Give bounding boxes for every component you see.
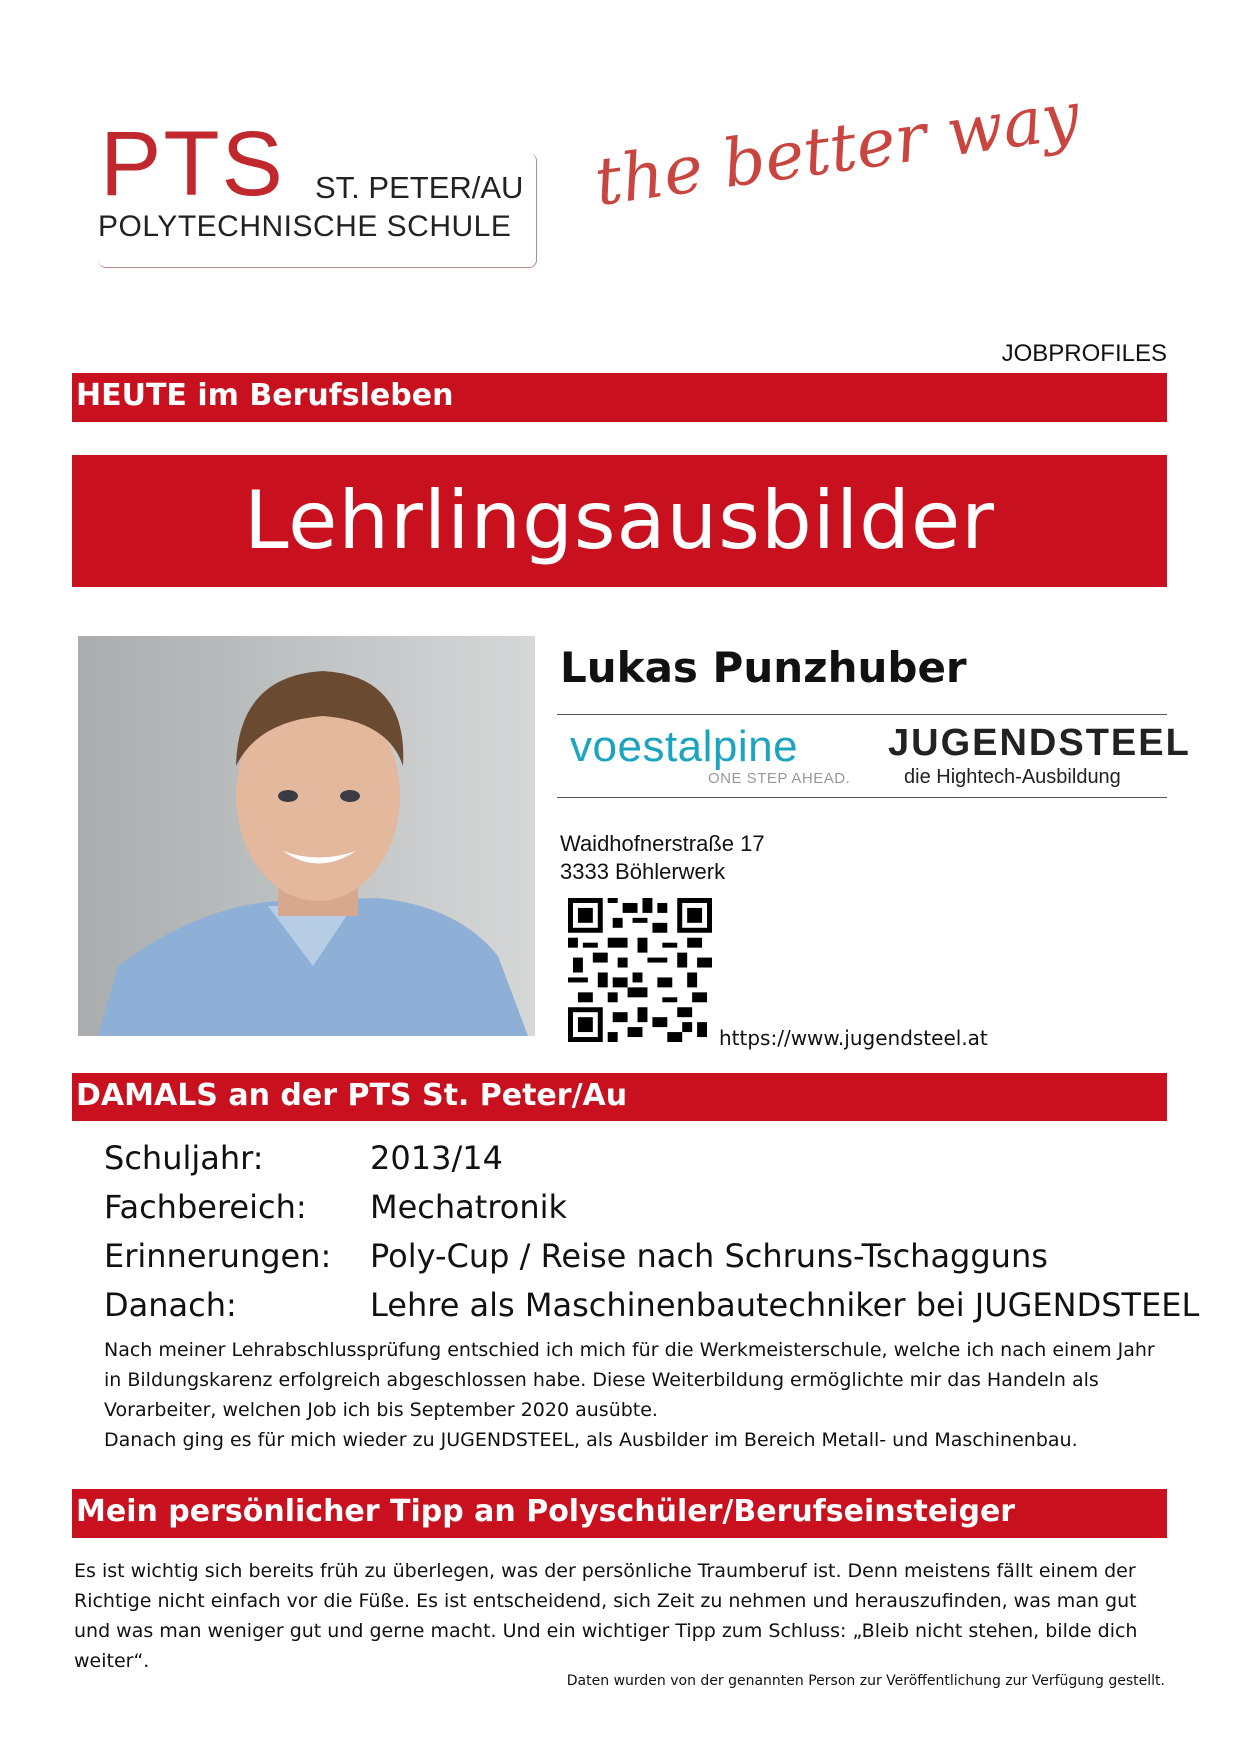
logo-location: ST. PETER/AU: [315, 170, 524, 205]
company-address: [560, 830, 765, 886]
info-value-schuljahr: 2013/14: [370, 1139, 503, 1177]
logo-pts: PTS: [100, 113, 285, 215]
person-photo: [78, 636, 535, 1036]
info-value-danach: Lehre als Maschinenbautechniker bei JUGENDSTEEL: [370, 1286, 1200, 1324]
company-url-link[interactable]: https://www.jugendsteel.at: [719, 1026, 988, 1050]
header-label: JOBPROFILES: [1001, 340, 1167, 367]
job-title: Lehrlingsausbilder: [243, 474, 996, 567]
address-street: Waidhofnerstraße 17: [560, 831, 765, 856]
career-text-2: Danach ging es für mich wieder zu JUGENDSTEEL, als Ausbilder im Bereich Metall- und Maschinenbau.: [104, 1429, 1078, 1451]
info-value-erinnerungen: Poly-Cup / Reise nach Schruns-Tschagguns: [370, 1237, 1048, 1275]
section-tip-title: Mein persönlicher Tipp an Polyschüler/Berufseinsteiger: [76, 1494, 1016, 1529]
person-name: Lukas Punzhuber: [560, 643, 967, 692]
job-title-bar: [72, 455, 1167, 587]
person-photo-illustration: [78, 636, 535, 1036]
tagline: the better way: [589, 76, 1085, 221]
info-label-schuljahr: Schuljahr:: [104, 1139, 264, 1177]
section-past-title: DAMALS an der PTS St. Peter/Au: [76, 1078, 628, 1113]
info-label-fachbereich: Fachbereich:: [104, 1188, 307, 1226]
qr-code-icon[interactable]: [568, 898, 712, 1042]
divider-bottom: [557, 797, 1167, 798]
section-past-bar: [72, 1073, 1167, 1121]
voestalpine-slogan: ONE STEP AHEAD.: [708, 770, 851, 787]
info-value-fachbereich: Mechatronik: [370, 1188, 568, 1226]
jugendsteel-logo: JUGENDSTEEL: [888, 722, 1191, 764]
logo-school-name: POLYTECHNISCHE SCHULE: [98, 210, 512, 243]
footer-note: Daten wurden von der genannten Person zur Veröffentlichung zur Verfügung gestellt.: [566, 1673, 1165, 1689]
section-today-title: HEUTE im Berufsleben: [76, 378, 454, 413]
career-description: [104, 1335, 1174, 1455]
voestalpine-logo: voestalpine: [570, 722, 799, 771]
address-city: 3333 Böhlerwerk: [560, 859, 726, 884]
career-text-1: Nach meiner Lehrabschlussprüfung entschied ich mich für die Werkmeisterschule, welche ich nach einem Jahr in Bildungskarenz erfolgreich abgeschlossen habe. Diese Weiterbildung ermöglichte mir das Handeln als Vorarbeiter, welchen Job ich bis September 2020 ausübte.: [104, 1339, 1155, 1421]
divider-top: [557, 714, 1167, 715]
info-label-danach: Danach:: [104, 1286, 237, 1324]
section-tip-bar: [72, 1489, 1167, 1538]
info-label-erinnerungen: Erinnerungen:: [104, 1237, 332, 1275]
section-today-bar: [72, 373, 1167, 422]
tip-text: Es ist wichtig sich bereits früh zu überlegen, was der persönliche Traumberuf ist. Denn meistens fällt einem der Richtige nicht einfach vor die Füße. Es ist entscheidend, sich Zeit zu nehmen und herauszufinden, was man gut und was man weniger gut und gerne macht. Und ein wichtiger Tipp zum Schluss: „Bleib nicht stehen, bilde dich weiter“.: [74, 1560, 1138, 1672]
jugendsteel-slogan: die Hightech-Ausbildung: [904, 766, 1121, 788]
